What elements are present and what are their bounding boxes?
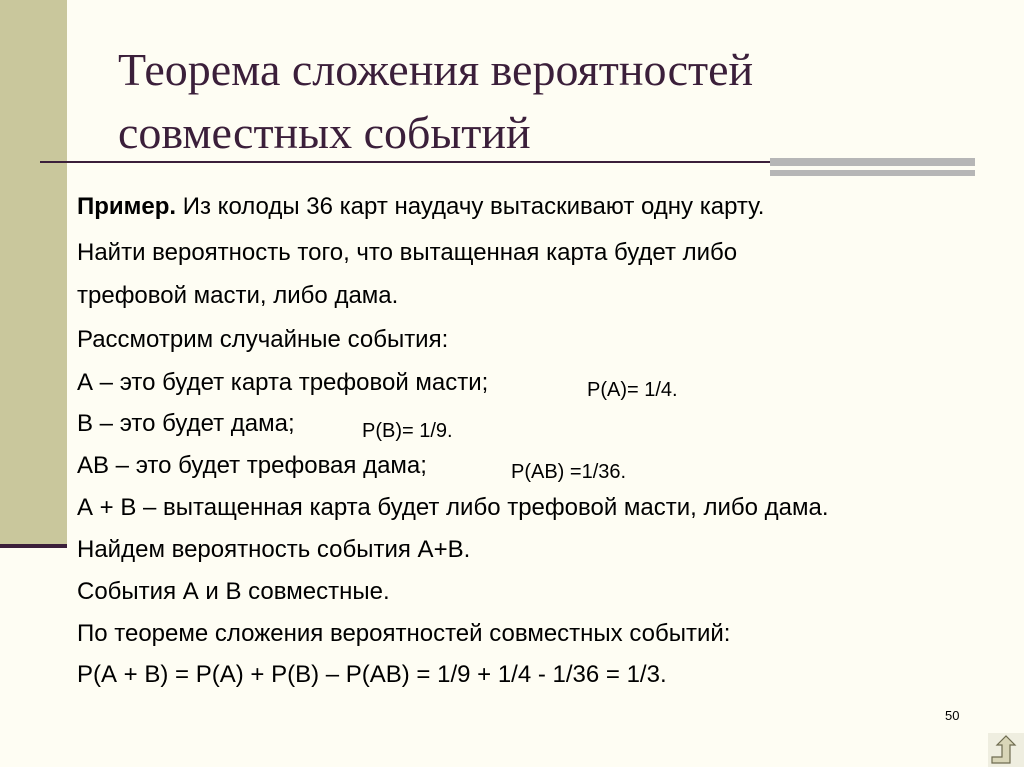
- prob-b-value: P(B)= 1/9.: [362, 420, 453, 442]
- title-divider-accent-top: [770, 158, 975, 166]
- body-line-1: Найти вероятность того, что вытащенная карта будет либо: [77, 239, 738, 266]
- body-line-5: В – это будет дама;: [77, 410, 295, 437]
- left-accent-divider: [0, 544, 67, 548]
- body-line-3: Рассмотрим случайные события:: [77, 326, 449, 353]
- body-line-10: По теореме сложения вероятностей совместных событий:: [77, 620, 731, 647]
- title-line-1: Теорема сложения вероятностей: [118, 44, 754, 95]
- slide-title: [118, 38, 978, 164]
- left-accent-bar: [0, 0, 67, 548]
- formula-line: Р(А + В) = Р(А) + Р(В) – Р(АВ) = 1/9 + 1/4 - 1/36 = 1/3.: [77, 661, 667, 688]
- body-line-6: АВ – это будет трефовая дама;: [77, 452, 427, 479]
- return-arrow-icon[interactable]: [988, 733, 1024, 767]
- body-line-7: А + В – вытащенная карта будет либо трефовой масти, либо дама.: [77, 494, 829, 521]
- body-line-9: События А и В совместные.: [77, 578, 390, 605]
- body-line-8: Найдем вероятность события А+В.: [77, 536, 471, 563]
- title-line-2: совместных событий: [118, 107, 531, 158]
- page-number: 50: [945, 708, 960, 723]
- example-label: Пример.: [77, 193, 177, 220]
- prob-ab-value: P(AB) =1/36.: [511, 461, 627, 483]
- body-line-2: трефовой масти, либо дама.: [77, 282, 399, 309]
- example-line: [77, 192, 764, 222]
- example-text: Из колоды 36 карт наудачу вытаскивают одну карту.: [176, 193, 765, 220]
- prob-a-value: P(A)= 1/4.: [587, 379, 678, 401]
- body-line-4: А – это будет карта трефовой масти;: [77, 369, 489, 396]
- title-divider-accent-bottom: [770, 170, 975, 176]
- title-divider: [40, 161, 770, 163]
